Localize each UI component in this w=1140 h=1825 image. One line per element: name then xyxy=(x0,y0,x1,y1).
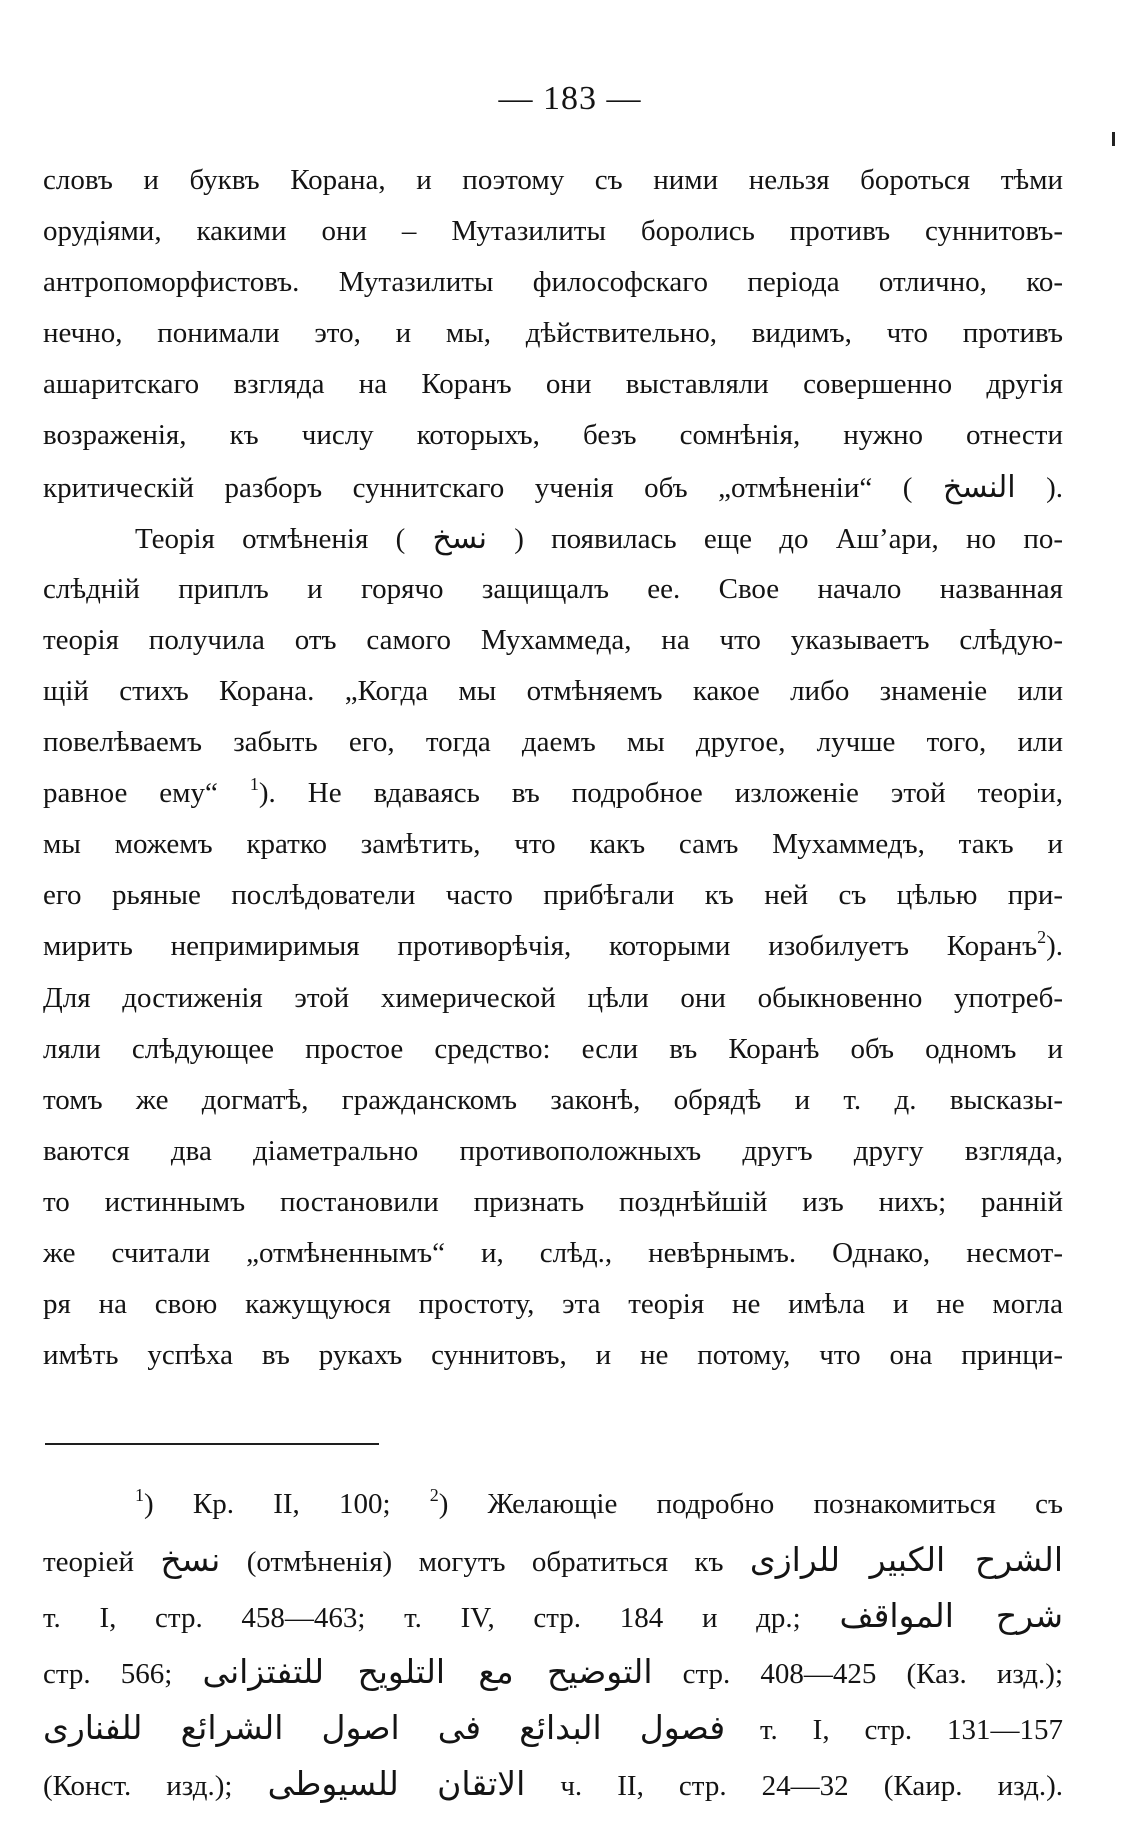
text-line xyxy=(43,921,1063,972)
text-line xyxy=(43,1228,1063,1279)
text-run: теорія получила отъ самого Мухаммеда, на что указываетъ слѣдую- xyxy=(43,623,1063,656)
text-run: его рьяные послѣдователи часто прибѣгали къ ней съ цѣлью при- xyxy=(43,879,1063,912)
arabic-term: نسخ xyxy=(432,520,487,556)
text-run: же считали „отмѣненнымъ“ и, слѣд., невѣрнымъ. Однако, несмот- xyxy=(43,1236,1063,1269)
arabic-term: شرح المواقف xyxy=(839,1596,1063,1635)
footnotes xyxy=(43,1476,1063,1812)
text-run: имѣть успѣха въ рукахъ суннитовъ, и не потому, что она принци- xyxy=(43,1339,1063,1372)
text-line xyxy=(43,513,1063,564)
footnote-marker: 2 xyxy=(429,1485,439,1505)
text-line xyxy=(43,870,1063,921)
footnote-marker: 1 xyxy=(249,774,259,795)
arabic-term: الاتقان للسيوطى xyxy=(267,1764,526,1803)
footnote-line xyxy=(43,1588,1063,1644)
text-run: ) появилась еще до Аш’ари, но по- xyxy=(486,522,1063,555)
text-run: то истиннымъ постановили признать позднѣйшій изъ нихъ; ранній xyxy=(43,1185,1063,1218)
text-line xyxy=(43,1279,1063,1330)
text-run: возраженія, къ числу которыхъ, безъ сомнѣнія, нужно отнести xyxy=(43,419,1063,452)
text-run: (отмѣненія) могутъ обратиться къ xyxy=(220,1546,750,1578)
text-line xyxy=(43,973,1063,1024)
arabic-term: الشرح الكبير للرازى xyxy=(749,1540,1063,1579)
text-run: словъ и буквъ Корана, и поэтому съ ними нельзя бороться тѣми xyxy=(43,164,1063,196)
text-run: орудіями, какими они – Мутазилиты боролись противъ суннитовъ- xyxy=(43,215,1063,248)
text-run: антропоморфистовъ. Мутазилиты философскаго періода отлично, ко- xyxy=(43,266,1063,299)
text-line xyxy=(43,155,1063,206)
text-line xyxy=(43,308,1063,359)
text-run: мы можемъ кратко замѣтить, что какъ самъ Мухаммедъ, такъ и xyxy=(43,828,1063,861)
footnote-line xyxy=(43,1756,1063,1812)
text-run: стр. 408—425 (Каз. изд.); xyxy=(652,1658,1063,1690)
text-run: равное ему“ xyxy=(43,777,250,810)
text-run: ) Желающіе подробно познакомиться съ xyxy=(438,1488,1063,1520)
footnote-marker: 2 xyxy=(1037,927,1047,948)
text-run: томъ же догматѣ, гражданскомъ законѣ, обрядѣ и т. д. высказы- xyxy=(43,1083,1063,1116)
text-run: стр. 566; xyxy=(43,1658,203,1690)
footnote-separator xyxy=(45,1443,379,1445)
page-number: — 183 — xyxy=(498,80,642,117)
text-line xyxy=(43,1075,1063,1126)
text-run: Теорія отмѣненія ( xyxy=(135,522,433,555)
text-line xyxy=(43,1126,1063,1177)
footnote-line xyxy=(43,1532,1063,1588)
text-line xyxy=(43,359,1063,410)
text-run: (Конст. изд.); xyxy=(43,1770,268,1802)
footnote-line xyxy=(43,1700,1063,1756)
main-text xyxy=(43,155,1063,1381)
arabic-term: فصول البدائع فى اصول الشرائع للفنارى xyxy=(43,1708,726,1747)
text-line xyxy=(43,462,1063,513)
text-run: повелѣваемъ забыть его, тогда даемъ мы другое, лучше того, или xyxy=(43,726,1063,759)
text-run: теоріей xyxy=(43,1546,161,1578)
text-line xyxy=(43,564,1063,615)
text-run: ). xyxy=(1046,930,1063,963)
text-line xyxy=(43,410,1063,461)
text-run: ) Кр. II, 100; xyxy=(144,1488,430,1520)
text-line xyxy=(43,615,1063,666)
text-run: т. I, стр. 131—157 xyxy=(725,1714,1063,1746)
footnote-marker: 1 xyxy=(135,1485,144,1505)
text-run: ч. II, стр. 24—32 (Каир. изд.). xyxy=(525,1770,1063,1802)
text-run: ря на свою кажущуюся простоту, эта теорія не имѣла и не могла xyxy=(43,1288,1063,1321)
text-run: ). xyxy=(1015,471,1063,504)
arabic-term: التوضيح مع التلويح للتفتزانى xyxy=(202,1652,653,1691)
text-line xyxy=(43,1024,1063,1075)
text-run: нечно, понимали это, и мы, дѣйствительно, видимъ, что противъ xyxy=(43,317,1063,350)
text-line xyxy=(43,257,1063,308)
arabic-term: النسخ xyxy=(942,469,1016,505)
text-run: Для достиженія этой химерической цѣли они обыкновенно употреб- xyxy=(43,981,1063,1014)
text-line xyxy=(43,206,1063,257)
margin-mark xyxy=(1112,132,1115,146)
text-run: критическій разборъ суннитскаго ученія объ „отмѣненіи“ ( xyxy=(43,471,943,504)
text-run: т. I, стр. 458—463; т. IV, стр. 184 и др.; xyxy=(43,1602,840,1634)
text-run: ашаритскаго взгляда на Коранъ они выставляли совершенно другія xyxy=(43,368,1063,401)
text-run: щій стихъ Корана. „Когда мы отмѣняемъ какое либо знаменіе или xyxy=(43,674,1063,707)
text-run: ляли слѣдующее простое средство: если въ Коранѣ объ одномъ и xyxy=(43,1032,1063,1065)
footnote-line xyxy=(43,1476,1063,1532)
text-line xyxy=(43,819,1063,870)
text-line xyxy=(43,1177,1063,1228)
text-run: ваются два діаметрально противоположныхъ другъ другу взгляда, xyxy=(43,1134,1063,1167)
text-line xyxy=(43,768,1063,819)
footnote-line xyxy=(43,1644,1063,1700)
text-line xyxy=(43,1330,1063,1381)
text-run: мирить непримиримыя противорѣчія, которыми изобилуетъ Коранъ xyxy=(43,930,1038,963)
text-line xyxy=(43,717,1063,768)
text-run: ). Не вдаваясь въ подробное изложеніе этой теоріи, xyxy=(258,777,1063,810)
text-run: слѣдній приплъ и горячо защищалъ ее. Свое начало названная xyxy=(43,572,1063,605)
text-line xyxy=(43,666,1063,717)
arabic-term: نسخ xyxy=(160,1540,221,1579)
